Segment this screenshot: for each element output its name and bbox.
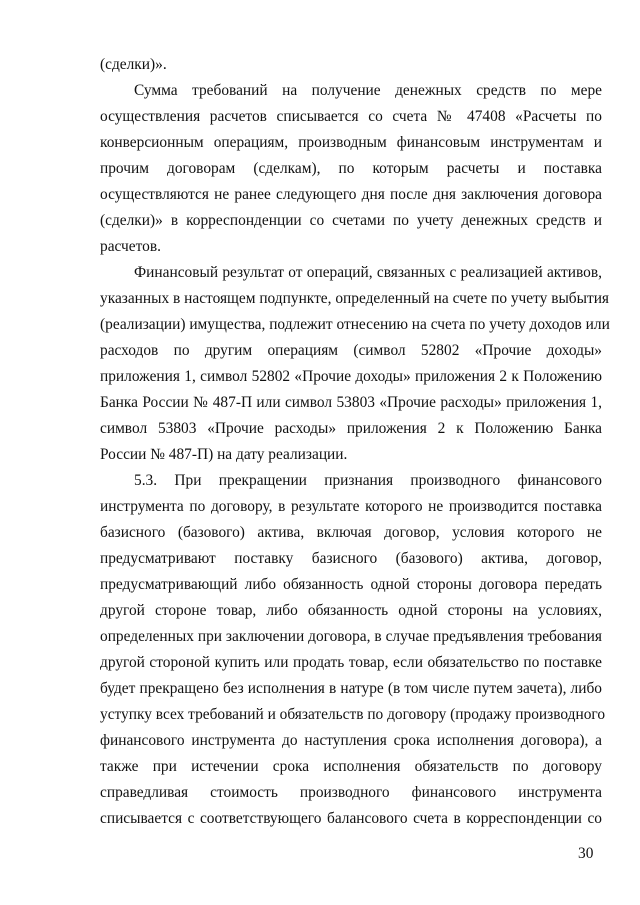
text-line: финансового инструмента до наступления срока исполнения договора), а	[100, 732, 602, 749]
text-line: базисного (базового) актива, включая договор, условия которого не	[100, 524, 602, 541]
text-line: другой стороной купить или продать товар, если обязательство по поставке	[100, 654, 602, 671]
text-line: осуществляются не ранее следующего дня после дня заключения договора	[100, 186, 602, 203]
text-line: инструмента по договору, в результате которого не производится поставка	[100, 498, 602, 515]
text-line: (реализации) имущества, подлежит отнесению на счета по учету доходов или	[100, 316, 610, 333]
text-line: также при истечении срока исполнения обязательств по договору	[100, 758, 602, 775]
text-line: другой стороне товар, либо обязанность одной стороны на условиях,	[100, 602, 602, 619]
text-line: Банка России № 487-П или символ 53803 «Прочие расходы» приложения 1,	[100, 394, 602, 411]
text-line: прочим договорам (сделкам), по которым расчеты и поставка	[100, 160, 602, 177]
text-line: уступку всех требований и обязательств по договору (продажу производного	[100, 706, 606, 723]
text-line: конверсионным операциям, производным финансовым инструментам и	[100, 134, 602, 151]
paragraph-first-line: 5.3. При прекращении признания производного финансового	[134, 472, 602, 489]
page-number: 30	[578, 845, 594, 862]
text-line: предусматривают поставку базисного (базового) актива, договор,	[100, 550, 602, 567]
text-line: указанных в настоящем подпункте, определенный на счете по учету выбытия	[100, 290, 610, 307]
paragraph-first-line: Сумма требований на получение денежных средств по мере	[134, 82, 602, 99]
text-line: расходов по другим операциям (символ 52802 «Прочие доходы»	[100, 342, 602, 359]
text-line: (сделки)» в корреспонденции со счетами по учету денежных средств и	[100, 212, 602, 229]
text-line: осуществления расчетов списывается со счета № 47408 «Расчеты по	[100, 108, 602, 125]
text-line: определенных при заключении договора, в случае предъявления требования	[100, 628, 602, 645]
text-line: будет прекращено без исполнения в натуре (в том числе путем зачета), либо	[100, 680, 602, 697]
text-line: символ 53803 «Прочие расходы» приложения 2 к Положению Банка	[100, 420, 602, 437]
paragraph-first-line: Финансовый результат от операций, связанных с реализацией активов,	[134, 264, 602, 281]
text-line: России № 487-П) на дату реализации.	[100, 446, 348, 463]
text-line: списывается с соответствующего балансового счета в корреспонденции со	[100, 810, 602, 827]
text-line: расчетов.	[100, 238, 161, 255]
text-line: предусматривающий либо обязанность одной стороны договора передать	[100, 576, 602, 593]
text-line: приложения 1, символ 52802 «Прочие доходы» приложения 2 к Положению	[100, 368, 602, 385]
body-text	[100, 52, 610, 832]
text-line: (сделки)».	[100, 56, 167, 73]
text-line: справедливая стоимость производного финансового инструмента	[100, 784, 602, 801]
